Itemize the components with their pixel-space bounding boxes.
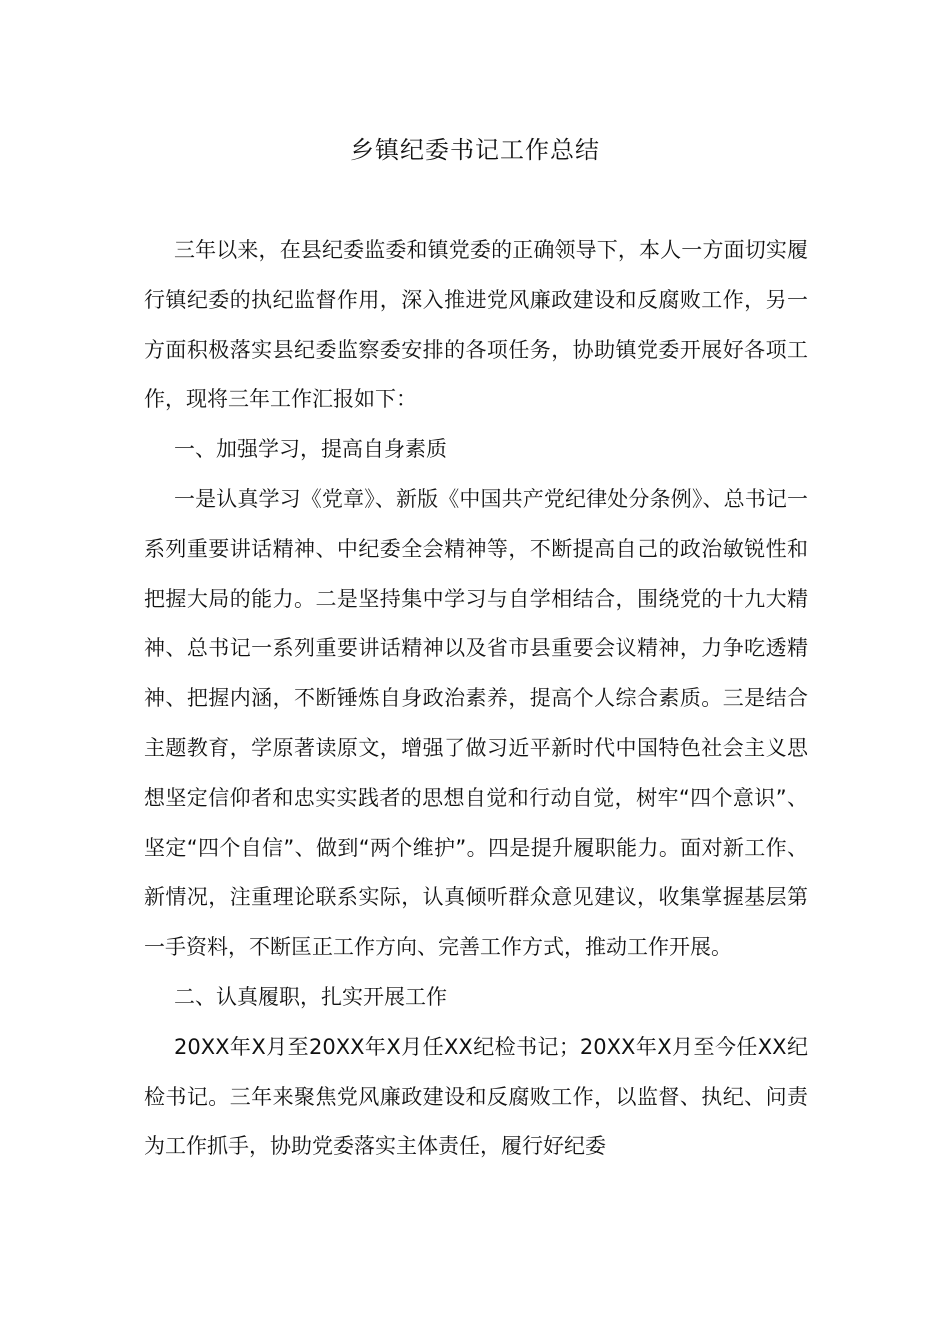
intro-paragraph: 三年以来，在县纪委监委和镇党委的正确领导下，本人一方面切实履行镇纪委的执纪监督作用，深入推进党风廉政建设和反腐败工作，另一方面积极落实县纪委监察委安排的各项任务，协助镇党委开展好各项工作，现将三年工作汇报如下： xyxy=(144,238,808,412)
section-2-paragraph: 20XX年X月至20XX年X月任XX纪检书记；20XX年X月至今任XX纪检书记。三年来聚焦党风廉政建设和反腐败工作，以监督、执纪、问责为工作抓手，协助党委落实主体责任，履行好纪委 xyxy=(144,1034,808,1159)
section-heading-1: 一、加强学习，提高自身素质 xyxy=(174,437,447,462)
document-title: 乡镇纪委书记工作总结 xyxy=(350,136,600,164)
section-1-paragraph: 一是认真学习《党章》、新版《中国共产党纪律处分条例》、总书记一系列重要讲话精神、中纪委全会精神等，不断提高自己的政治敏锐性和把握大局的能力。二是坚持集中学习与自学相结合，围绕党的十九大精神、总书记一系列重要讲话精神以及省市县重要会议精神，力争吃透精神、把握内涵，不断锤炼自身政治素养，提高个人综合素质。三是结合主题教育，学原著读原文，增强了做习近平新时代中国特色社会主义思想坚定信仰者和忠实实践者的思想自觉和行动自觉，树牢“四个意识”、坚定“四个自信”、做到“两个维护”。四是提升履职能力。面对新工作、新情况，注重理论联系实际，认真倾听群众意见建议，收集掌握基层第一手资料，不断匡正工作方向、完善工作方式，推动工作开展。 xyxy=(144,486,808,960)
section-heading-2: 二、认真履职，扎实开展工作 xyxy=(174,984,447,1009)
document-body xyxy=(144,226,808,1172)
